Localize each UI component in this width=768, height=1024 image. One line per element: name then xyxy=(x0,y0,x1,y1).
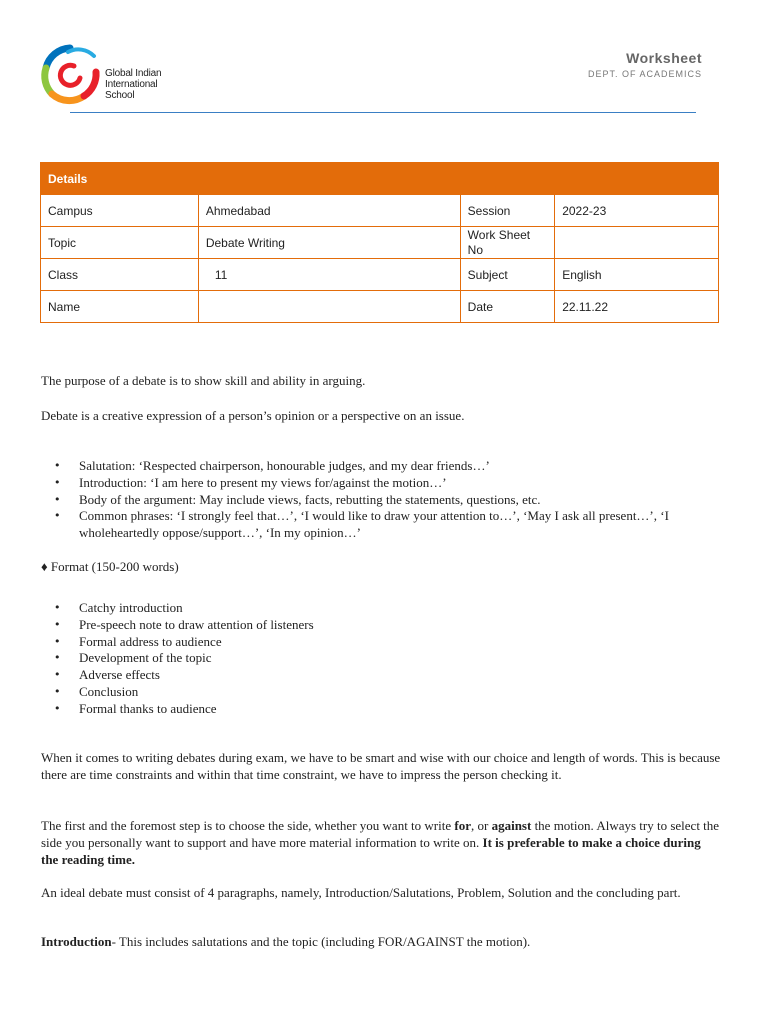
format-list xyxy=(41,600,721,718)
details-header-row xyxy=(41,163,719,195)
session-value: 2022-23 xyxy=(555,195,719,227)
table-row xyxy=(41,195,719,227)
reading-time-emphasis: It is preferable to make a choice during the reading time. xyxy=(41,834,701,867)
table-row xyxy=(41,291,719,323)
table-row xyxy=(41,259,719,291)
text-run: , or xyxy=(470,818,492,833)
debate-parts-list xyxy=(41,458,721,542)
name-label: Name xyxy=(41,291,199,323)
school-name-line: Global Indian xyxy=(105,68,162,79)
list-item: • Development of the topic xyxy=(41,650,721,667)
subject-label: Subject xyxy=(460,259,555,291)
list-item: • Formal thanks to audience xyxy=(41,701,721,718)
class-value: 11 xyxy=(198,259,460,291)
topic-label: Topic xyxy=(41,227,199,259)
format-heading: ♦ Format (150-200 words) xyxy=(41,559,179,574)
list-item: • Body of the argument: May include views, facts, rebutting the statements, questions, etc. xyxy=(41,492,721,509)
introduction-paragraph xyxy=(41,934,721,951)
ideal-debate-paragraph: An ideal debate must consist of 4 paragraphs, namely, Introduction/Salutations, Problem, Solution and the concluding part. xyxy=(41,885,681,900)
list-item: • Common phrases: ‘I strongly feel that…’, ‘I would like to draw your attention to…’, ‘May I ask all present…’, ‘I wholeheartedly oppose/support…’, ‘In my opinion…’ xyxy=(41,508,721,542)
department-label: DEPT. OF ACADEMICS xyxy=(587,69,702,79)
school-name-line: International xyxy=(105,79,158,90)
list-item: • Formal address to audience xyxy=(41,634,721,651)
exam-paragraph: When it comes to writing debates during exam, we have to be smart and wise with our choice and length of words. This is because there are time constraints and within that time constraint, we have to impress the person checking it. xyxy=(41,750,721,782)
topic-value: Debate Writing xyxy=(198,227,460,259)
for-emphasis: for xyxy=(454,818,471,833)
list-item: • Adverse effects xyxy=(41,667,721,684)
list-item: • Introduction: ‘I am here to present my views for/against the motion…’ xyxy=(41,475,721,492)
list-item: • Salutation: ‘Respected chairperson, honourable judges, and my dear friends…’ xyxy=(41,458,721,475)
date-label: Date xyxy=(460,291,555,323)
definition-paragraph: Debate is a creative expression of a person’s opinion or a perspective on an issue. xyxy=(41,408,465,423)
class-label: Class xyxy=(41,259,199,291)
choose-side-paragraph xyxy=(41,818,721,868)
logo-swirl-icon xyxy=(38,42,102,106)
session-label: Session xyxy=(460,195,555,227)
text-run: the motion. Always try to select the side you personally want to support and have more material information to write on. xyxy=(41,818,720,850)
school-name xyxy=(105,68,161,101)
table-row xyxy=(41,227,719,259)
list-item: • Conclusion xyxy=(41,684,721,701)
campus-value: Ahmedabad xyxy=(198,195,460,227)
school-logo xyxy=(38,42,178,106)
worksheet-no-label: Work Sheet No xyxy=(460,227,555,259)
details-table xyxy=(40,162,719,323)
purpose-paragraph: The purpose of a debate is to show skill and ability in arguing. xyxy=(41,373,366,388)
list-item: • Catchy introduction xyxy=(41,600,721,617)
date-value: 22.11.22 xyxy=(555,291,719,323)
header-divider xyxy=(70,112,696,113)
text-run: - This includes salutations and the topic (including FOR/AGAINST the motion). xyxy=(111,934,531,949)
worksheet-no-value[interactable] xyxy=(555,227,719,259)
name-value[interactable] xyxy=(198,291,460,323)
worksheet-title: Worksheet xyxy=(626,50,702,66)
details-heading: Details xyxy=(41,163,719,195)
subject-value: English xyxy=(555,259,719,291)
introduction-label: Introduction xyxy=(41,934,112,949)
text-run: The first and the foremost step is to choose the side, whether you want to write xyxy=(41,818,455,833)
school-name-line: School xyxy=(105,90,135,101)
against-emphasis: against xyxy=(491,818,532,833)
campus-label: Campus xyxy=(41,195,199,227)
list-item: • Pre-speech note to draw attention of listeners xyxy=(41,617,721,634)
